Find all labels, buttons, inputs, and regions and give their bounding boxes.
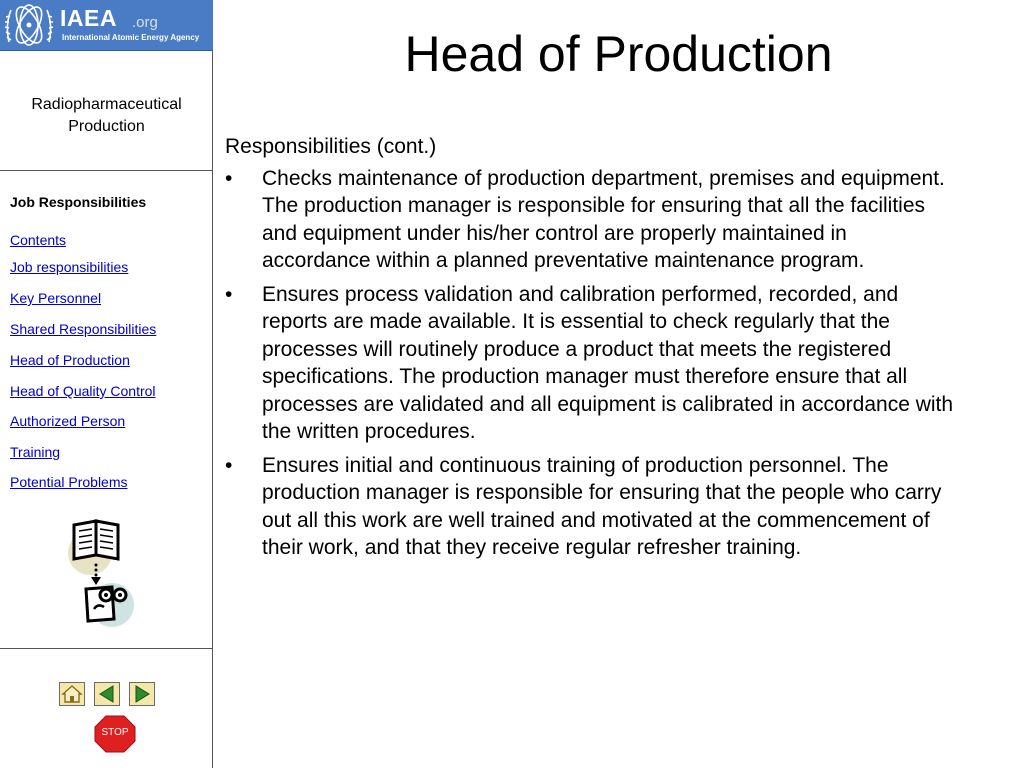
list-item (225, 281, 955, 446)
list-item-text: Ensures process validation and calibration performed, recorded, and reports are made available. It is essential to check regularly that the processes will routinely produce a product that meets the registered specifications. The production manager must therefore ensure that all processes are validated and all equipment is calibrated in accordance with the written procedures. (262, 282, 954, 443)
un-globe-emblem-icon (3, 2, 55, 48)
stop-button[interactable] (94, 715, 136, 753)
nav-link-key-personnel[interactable]: Key Personnel (10, 290, 102, 306)
iaea-logo-domain: .org (132, 14, 158, 31)
list-item (225, 165, 955, 275)
sidebar-divider (0, 170, 213, 171)
back-button[interactable] (94, 682, 120, 706)
nav-link-job-responsibilities[interactable]: Job responsibilities (10, 259, 129, 275)
nav-link-head-of-production[interactable]: Head of Production (10, 352, 130, 368)
sidebar (0, 0, 213, 768)
home-icon (60, 683, 84, 705)
nav-link-training[interactable]: Training (10, 444, 61, 460)
stop-label: STOP (101, 727, 129, 738)
module-title-line1: Radiopharmaceutical (31, 96, 182, 113)
iaea-logo-text: IAEA (60, 5, 117, 31)
nav-link-authorized-person[interactable]: Authorized Person (10, 413, 126, 429)
list-item-text: Checks maintenance of production department, premises and equipment. The production manager is responsible for ensuring that all the facilities and equipment under his/her control are properly maintained in accordance within a planned preventative maintenance program. (262, 166, 945, 272)
responsibility-list (225, 165, 955, 562)
module-title (0, 94, 213, 138)
bullet-icon: • (225, 453, 233, 477)
arrow-left-icon (95, 683, 119, 705)
section-subheading: Responsibilities (cont.) (225, 135, 437, 158)
page-title: Head of Production (404, 26, 833, 82)
list-item (225, 452, 955, 562)
forward-button[interactable] (129, 682, 155, 706)
bullet-icon: • (225, 166, 233, 190)
home-button[interactable] (59, 682, 85, 706)
iaea-logo-subtitle: International Atomic Energy Agency (62, 33, 200, 42)
iaea-logo-bar (0, 0, 213, 51)
module-title-line2: Production (68, 118, 145, 135)
list-item-text: Ensures initial and continuous training of production personnel. The production manager is responsible for ensuring that the people who carry out all this work are well trained and motivated at the commencement of their work, and that they receive regular refresher training. (262, 453, 942, 559)
nav-link-contents[interactable]: Contents (10, 232, 67, 248)
main-content (225, 133, 955, 568)
book-to-learner-icon (60, 515, 140, 635)
arrow-right-icon (130, 683, 154, 705)
nav-link-shared-responsibilities[interactable]: Shared Responsibilities (10, 321, 157, 337)
sidebar-divider (0, 648, 213, 649)
bullet-icon: • (225, 282, 233, 306)
nav-link-potential-problems[interactable]: Potential Problems (10, 474, 128, 490)
nav-link-head-of-quality-control[interactable]: Head of Quality Control (10, 383, 156, 399)
menu-heading: Job Responsibilities (10, 194, 147, 210)
